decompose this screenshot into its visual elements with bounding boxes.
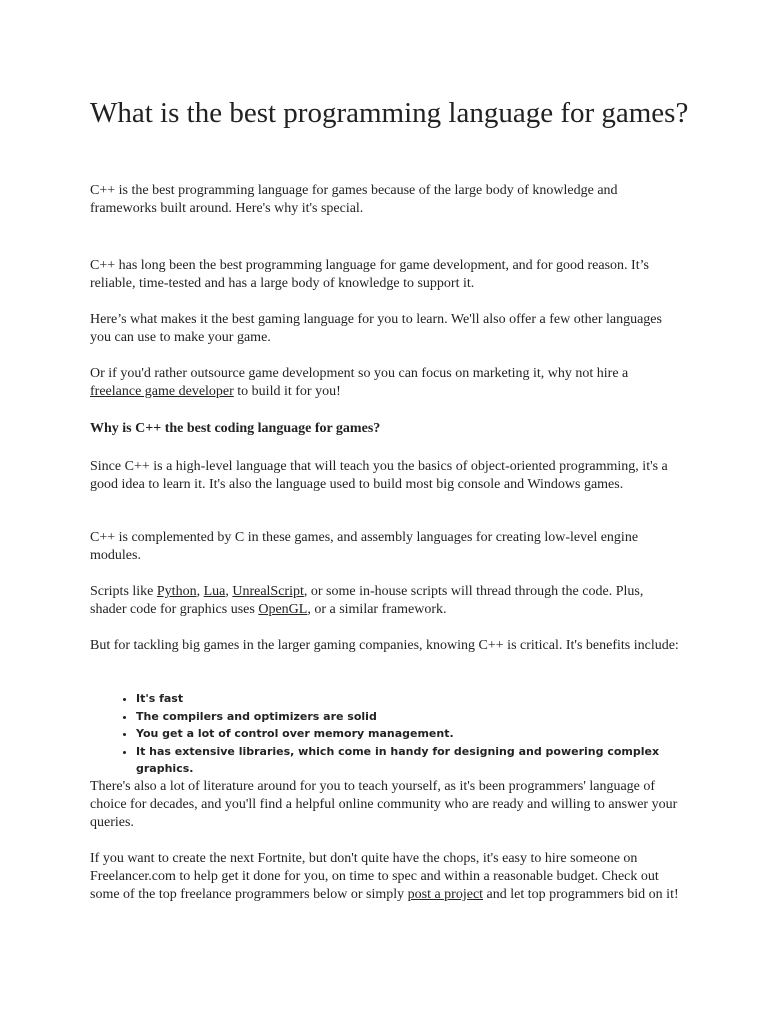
list-item: • You get a lot of control over memory management. [136, 725, 690, 743]
paragraph-9 [90, 850, 680, 904]
opengl-link[interactable]: OpenGL [258, 602, 308, 617]
page-title: What is the best programming language for games? [90, 97, 689, 129]
paragraph-6-text-b: , [196, 584, 204, 599]
paragraph-9-text-a: If you want to create the next Fortnite, but don't quite have the chops, it's easy to hire someone on Freelancer.com to help get it done for you, on time to spec and within a reasonable budget. Check out some of the top freelance programmers below or simply [90, 851, 659, 902]
paragraph-3-text-a: Or if you'd rather outsource game development so you can focus on marketing it, why not hire a [90, 366, 629, 381]
section-subheading: Why is C++ the best coding language for games? [90, 421, 381, 436]
paragraph-6-text-e: , or a similar framework. [307, 602, 447, 617]
paragraph-3-text-b: to build it for you! [233, 384, 341, 399]
list-item: • It's fast [136, 690, 690, 708]
paragraph-6-text-d: , or some in-house scripts will thread through the code. Plus, shader code for graphics uses [90, 584, 644, 617]
paragraph-3 [90, 365, 680, 401]
list-item: • It has extensive libraries, which come in handy for designing and powering complex graphics. [136, 743, 690, 778]
unrealscript-link[interactable]: UnrealScript [232, 584, 304, 599]
post-a-project-link[interactable]: post a project [407, 887, 484, 902]
paragraph-5: C++ is complemented by C in these games, and assembly languages for creating low-level engine modules. [90, 530, 639, 563]
paragraph-6-text-a: Scripts like [90, 584, 157, 599]
lua-link[interactable]: Lua [203, 584, 226, 599]
intro-paragraph: C++ is the best programming language for games because of the large body of knowledge and frameworks built around. Here's why it's special. [90, 183, 618, 216]
freelance-game-developer-link[interactable]: freelance game developer [90, 384, 234, 399]
paragraph-4: Since C++ is a high-level language that will teach you the basics of object-oriented programming, it's a good idea to learn it. It's also the language used to build most big console and Windows games. [90, 459, 668, 492]
paragraph-6 [90, 583, 680, 619]
paragraph-2: Here’s what makes it the best gaming language for you to learn. We'll also offer a few other languages you can use to make your game. [90, 312, 662, 345]
benefits-list [90, 690, 690, 778]
paragraph-7: But for tackling big games in the larger gaming companies, knowing C++ is critical. It's benefits include: [90, 638, 679, 653]
list-item: • The compilers and optimizers are solid [136, 708, 690, 726]
python-link[interactable]: Python [156, 584, 197, 599]
paragraph-8: There's also a lot of literature around for you to teach yourself, as it's been programmers' language of choice for decades, and you'll find a helpful online community who are ready and willing to answer your queries. [90, 779, 678, 830]
paragraph-6-text-c: , [225, 584, 233, 599]
paragraph-9-text-b: and let top programmers bid on it! [483, 887, 679, 902]
paragraph-1: C++ has long been the best programming language for game development, and for good reason. It’s reliable, time-tested and has a large body of knowledge to support it. [90, 258, 649, 291]
